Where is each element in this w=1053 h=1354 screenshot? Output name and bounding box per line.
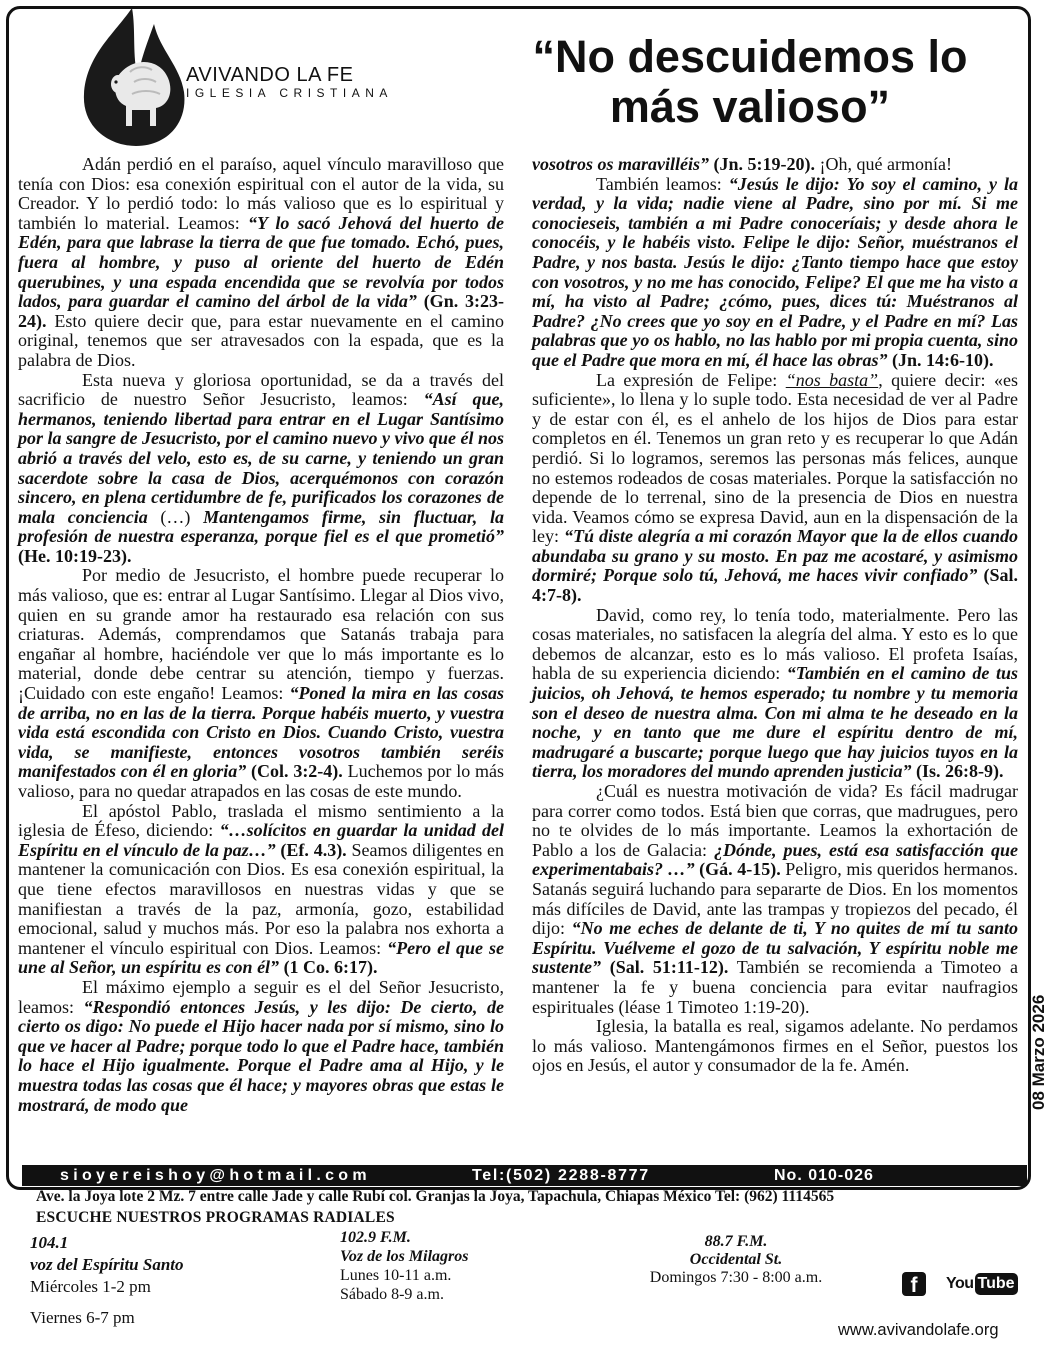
station-frequency: 88.7 F.M. xyxy=(704,1233,768,1250)
station-name: voz del Espíritu Santo xyxy=(30,1255,184,1274)
article-text: “nos basta” xyxy=(785,369,879,390)
article-paragraph xyxy=(532,175,1018,371)
issue-number: No. 010-026 xyxy=(774,1167,874,1184)
article-paragraph xyxy=(18,566,504,801)
station-frequency: 104.1 xyxy=(30,1233,69,1252)
website-link[interactable]: www.avivandolafe.org xyxy=(838,1321,999,1339)
article-text: Iglesia, la batalla es real, sigamos adelante. No perdamos lo más valioso. Mantengámonos firmes en el Señor, puestos los ojos en Jesús, el autor y consumador de la fe. Amén. xyxy=(532,1016,1018,1076)
scripture-quote: “…solícitos en guardar la unidad del Espíritu en el vínculo de la paz…” xyxy=(18,820,504,860)
scripture-quote: “Tú diste alegría a mi corazón Mayor que la de ellos cuando abundaba su grano y su mosto. En paz me acostaré, y asimismo dormiré; Porque solo tú, Jehová, me haces vivir confiado” xyxy=(532,526,1018,586)
scripture-quote: “Y lo sacó Jehová del huerto de Edén, para que labrase la tierra de que fue tomado. Echó, pues, fuera al hombre, y puso al oriente del huerto de Edén querubines, y una espada encendida que se revolvía por todos lados, para guardar el camino del árbol de la vida” xyxy=(18,212,504,312)
scripture-reference: (Sal. 4:7-8). xyxy=(532,565,1019,606)
station-frequency: 102.9 F.M. xyxy=(340,1229,411,1246)
article-text: ¡Oh, qué armonía! xyxy=(815,154,952,174)
article-paragraph xyxy=(532,371,1018,606)
article-text: El apóstol Pablo, traslada el mismo sentimiento a la iglesia de Éfeso, diciendo: xyxy=(18,800,504,841)
scripture-quote: “Poned la mira en las cosas de arriba, no en las de la tierra. Porque habéis muerto, y vuestra vida está escondida con Cristo en Dios. Cuando Cristo, vuestra vida, se manifieste, entonces vosotros también seréis manifestados con él en gloria” xyxy=(18,683,504,782)
station-schedule: Viernes 6-7 pm xyxy=(30,1308,135,1327)
scripture-reference: (Gn. 3:23-24). xyxy=(18,291,505,331)
headline: “No descuidemos lo más valioso” xyxy=(532,31,968,132)
article-text: El máximo ejemplo a seguir es el del Señor Jesucristo, leamos: xyxy=(18,976,504,1017)
scripture-reference: (Sal. 51:11-12). xyxy=(601,957,729,978)
scripture-quote: “También en el camino de tus juicios, oh Jehová, te hemos esperado; tu nombre y tu memoria son el deseo de nuestra alma. Con mi alma te he deseado en la noche, y en tanto que me dure el espíritu dentro de mí, madrugaré a buscarte; porque luego que hay juicios tuyos en la tierra, los moradores del mundo aprenden justicia” xyxy=(532,663,1018,782)
article-text: También leamos: xyxy=(596,173,729,194)
contact-bar xyxy=(22,1165,1027,1186)
station-name: Voz de los Milagros xyxy=(340,1248,469,1265)
station-schedule: Sábado 8-9 a.m. xyxy=(340,1286,444,1303)
article-text: David, como rey, lo tenía todo, materialmente. Pero las cosas materiales, no satisfacen la alegría del alma. Y esto es lo que debemos de alcanzar, esto es lo más valioso. El profeta Isaías, habla de su experiencia diciendo: xyxy=(532,604,1018,684)
article-text: (…) xyxy=(147,506,204,527)
article-column-right xyxy=(532,155,1018,1076)
church-address: Ave. la Joya lote 2 Mz. 7 entre calle Jade y calle Rubí col. Granjas la Joya, Tapachula, Chiapas México Tel: (962) 1114565 xyxy=(36,1188,835,1205)
scripture-quote: “Jesús le dijo: Yo soy el camino, y la verdad, y la vida; nadie viene al Padre, sino por mí. Si me conocieseis, también a mi Padre conoceríais; y desde ahora le conocéis, y le habéis visto. Felipe le dijo: Señor, muéstranos el Padre, y nos basta. Jesús le dijo: ¿Tanto tiempo hace que estoy con vosotros, y no me has conocido, Felipe? El que me ha visto a mí, ha visto al Padre; ¿cómo, pues, dices tú: Muéstranos al Padre? ¿No crees que yo soy en el Padre, y el Padre en mí? Las palabras que yo os hablo, no las hablo por mi propia cuenta, sino que el Padre que mora en mí, él hace las obras” xyxy=(532,173,1018,370)
article-text: Esta nueva y gloriosa oportunidad, se da a través del sacrificio de nuestro Señor Jesucristo, leamos: xyxy=(18,369,504,410)
contact-email[interactable]: sioyereishoy@hotmail.com xyxy=(60,1167,371,1184)
youtube-icon[interactable]: You Tube xyxy=(946,1272,1018,1296)
flame-lamb-logo-icon xyxy=(74,6,194,148)
scripture-quote: “No me eches de delante de ti, Y no quites de mí tu santo Espíritu. Vuélveme el gozo de tu salvación, Y espíritu noble me sustente” xyxy=(532,918,1019,978)
article-text: Esto quiere decir que, para estar nuevamente en el camino original, tenemos que ser atravesados con la espada, que es la palabra de Dios. xyxy=(18,310,504,370)
radio-heading: ESCUCHE NUESTROS PROGRAMAS RADIALES xyxy=(36,1209,395,1226)
article-text: También se recomienda a Timoteo a mantener la fe y buena conciencia para evitar naufragios espirituales (léase 1 Timoteo 1:19-20). xyxy=(532,957,1018,1017)
scripture-quote: ¿Dónde, pues, está esa satisfacción que experimentabais? …” xyxy=(532,839,1018,880)
article-paragraph xyxy=(532,606,1018,782)
scripture-quote: “Así que, hermanos, teniendo libertad para entrar en el Lugar Santísimo por la sangre de Jesucristo, por el camino nuevo y vivo que él nos abrió a través del velo, esto es, de su carne, y teniendo un gran sacerdote sobre la casa de Dios, acerquémonos con corazón sincero, en plena certidumbre de fe, purificados los corazones de mala conciencia xyxy=(18,389,504,527)
radio-station-2 xyxy=(340,1228,468,1304)
article-paragraph xyxy=(18,371,504,567)
article-text: Peligro, mis queridos hermanos. Satanás seguirá luchando para separarte de Dios. En los momentos más difíciles de David, ante las trampas y tropiezos del pecado, él dijo: xyxy=(532,859,1018,939)
scripture-quote: “Respondió entonces Jesús, y les dijo: De cierto, de cierto os digo: No puede el Hijo hacer nada por sí mismo, sino lo que ve hacer al Padre; porque todo lo que el Padre hace, también lo hace el Hijo igualmente. Porque el Padre ama al Hijo, y le muestra todas las cosas que él hace; y mayores obras que estas le mostrará, de modo que xyxy=(18,996,504,1115)
article-text: ¿Cuál es nuestra motivación de vida? Es fácil madrugar para correr como todos. Está bien que corras, que madrugues, pero no te olvides de lo más importante. Leamos la exhortación de Pablo a los de Galacia: xyxy=(532,781,1018,860)
article-text: Por medio de Jesucristo, el hombre puede recuperar lo más valioso, que es: entrar al Lugar Santísimo. Llegar al Dios vivo, quien en su grande amor ha restaurado esa relación con sus criaturas. Además, comprendamos que Satanás trabaja para engañar al hombre, haciéndole ver que lo más importante es lo material, donde debe centrar su atención, tiempo y fuerzas. ¡Cuidado con este engaño! Leamos: xyxy=(18,565,504,704)
scripture-reference: (Ef. 4.3). xyxy=(275,839,347,860)
scripture-reference: (Jn. 5:19-20). xyxy=(709,154,816,174)
issue-date: 08 Marzo 2026 xyxy=(1029,994,1048,1110)
scripture-quote: “Pero el que se une al Señor, un espíritu es con él” xyxy=(18,937,504,978)
station-schedule: Domingos 7:30 - 8:00 a.m. xyxy=(649,1269,823,1286)
radio-station-3 xyxy=(638,1233,834,1287)
station-schedule: Miércoles 1-2 pm xyxy=(30,1277,151,1296)
article-text: La expresión de Felipe: xyxy=(596,369,786,390)
article-paragraph xyxy=(532,782,1018,1017)
article-paragraph xyxy=(532,155,1018,175)
article-paragraph xyxy=(18,155,504,371)
scripture-quote: vosotros os maravilléis” xyxy=(532,154,710,174)
scripture-reference: (1 Co. 6:17). xyxy=(279,957,378,978)
article-text: , quiere decir: «es suficiente», lo llena y lo suple todo. Esta necesidad de ver al Padre y de estar con él, es el anhelo de los hijos de Dios para estar completos en él. Tenemos un gran reto y es recuperar lo que Adán perdió. Si lo logramos, seremos las personas más felices, aunque no estemos rodeados de cosas materiales. Porque la satisfacción no depende de lo terrenal, sino de la presencia de Dios en nuestra vida. Veamos cómo se expresa David, aun en la dispensación de la ley: xyxy=(532,369,1018,547)
article-text: Seamos diligentes en mantener la comunicación con Dios. Es esa conexión espiritual, la que tiene efectos maravillosos en nuestras vidas y que se manifiestan a través de la paz, armonía, gozo, estabilidad emocional, salud y muchos más. Por eso la palabra nos exhorta a mantener el vínculo espiritual con Dios. Leamos: xyxy=(18,839,504,958)
article-paragraph xyxy=(18,802,504,978)
article-paragraph xyxy=(532,1017,1018,1076)
scripture-reference: (Gá. 4-15). xyxy=(694,859,781,880)
station-name: Occidental St. xyxy=(689,1251,783,1268)
scripture-reference: (He. 10:19-23). xyxy=(18,545,132,566)
radio-station-1 xyxy=(30,1232,184,1329)
scripture-reference: (Col. 3:2-4). xyxy=(246,761,343,782)
scripture-reference: (Jn. 14:6-10). xyxy=(887,349,994,370)
station-schedule: Lunes 10-11 a.m. xyxy=(340,1267,452,1284)
article-text: Adán perdió en el paraíso, aquel vínculo maravilloso que tenía con Dios: esa conexión espiritual con el autor de la vida, su Creador. Y lo perdió todo: lo más valioso que es lo espiritual y también lo material. Leamos: xyxy=(18,154,504,233)
scripture-quote: Mantengamos firme, sin fluctuar, la profesión de nuestra esperanza, porque fiel es el que prometió” xyxy=(18,506,504,547)
facebook-icon[interactable]: f xyxy=(902,1272,926,1296)
brand-name: AVIVANDO LA FE xyxy=(186,64,354,86)
brand-subtitle: IGLESIA CRISTIANA xyxy=(186,86,393,100)
article-column-left xyxy=(18,155,504,1115)
article-paragraph xyxy=(18,978,504,1115)
article-text: Luchemos por lo más valioso, para no quedar atrapados en las cosas de este mundo. xyxy=(18,761,504,801)
contact-phone: Tel:(502) 2288-8777 xyxy=(472,1167,650,1184)
scripture-reference: (Is. 26:8-9). xyxy=(911,761,1004,782)
